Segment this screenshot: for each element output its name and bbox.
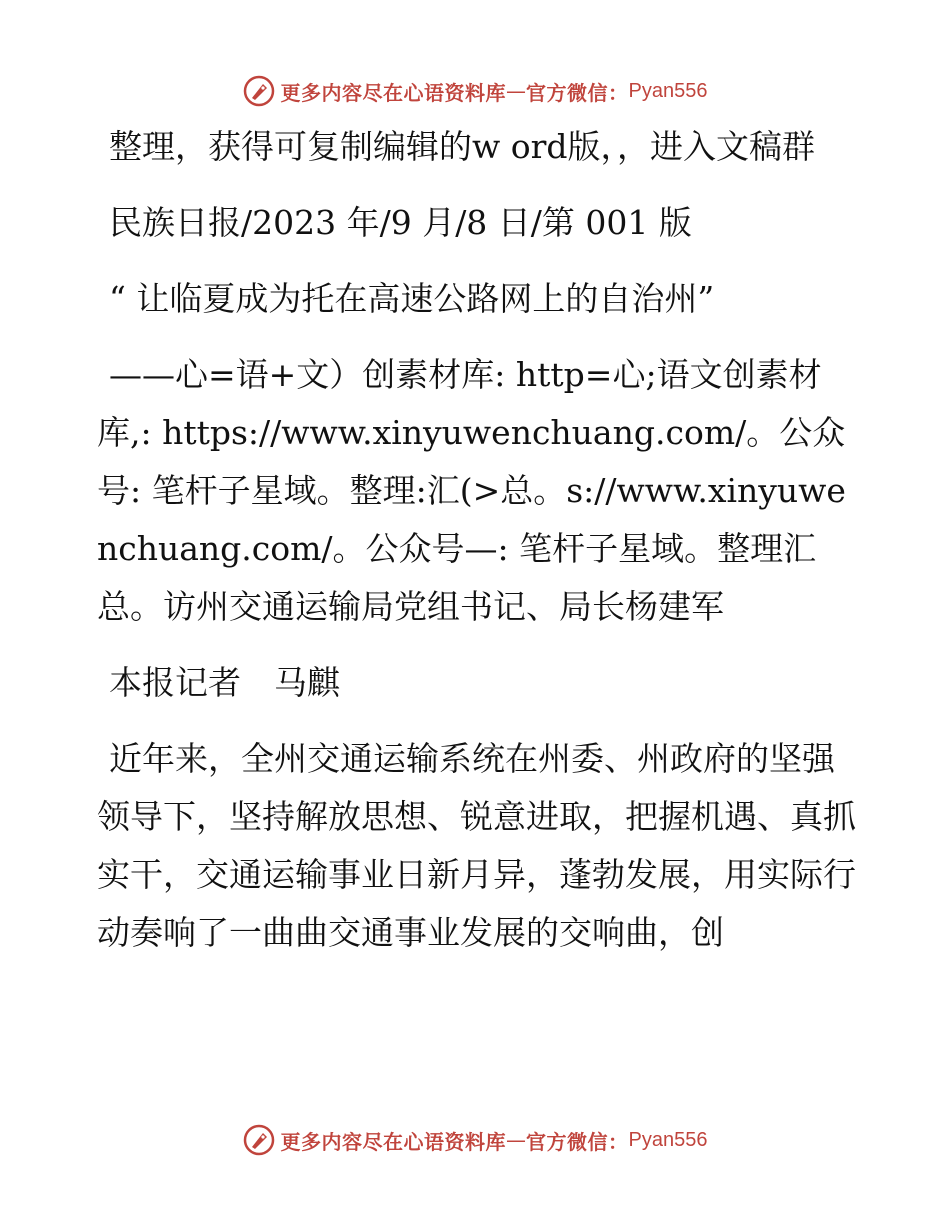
body-paragraph: 近年来，全州交通运输系统在州委、州政府的坚强领导下，坚持解放思想、锐意进取，把握机遇、真抓实干，交通运输事业日新月异，蓬勃发展，用实际行动奏响了一曲曲交通事业发展的交响曲，创 <box>97 739 856 952</box>
article-title: “ 让临夏成为托在高速公路网上的自治州” <box>109 279 715 318</box>
banner-separator: — <box>506 1128 527 1152</box>
intro-paragraph: 整理，获得可复制编辑的w ord版，，进入文稿群 <box>109 127 816 166</box>
byline: 本报记者 马麒 <box>109 663 340 702</box>
banner-text: 更多内容尽在心语资料库 <box>280 80 507 105</box>
banner-official-label: 官方微信： <box>526 80 629 105</box>
pen-nib-logo-icon <box>243 75 275 107</box>
document-body <box>97 118 857 980</box>
banner-separator: — <box>506 79 527 103</box>
banner-official-label: 官方微信： <box>526 1129 629 1154</box>
subtitle-paragraph: ——心=语+文）创素材库: http=心;语文创素材库,: https://www.xinyuwenchuang.com/。公众号: 笔杆子星域。整理:汇(>总。s://www.xinyuwenchuang.com/。公众号—: 笔杆子星域。整理汇总。访州交通运输局党组书记、局长杨建军 <box>97 355 846 626</box>
banner-wechat-id: Pyan556 <box>628 79 708 102</box>
footer-banner <box>0 1120 950 1160</box>
source-line: 民族日报/2023 年/9 月/8 日/第 001 版 <box>109 203 692 242</box>
banner-wechat-id: Pyan556 <box>628 1128 708 1151</box>
header-banner <box>0 71 950 111</box>
pen-nib-logo-icon <box>243 1124 275 1156</box>
banner-text: 更多内容尽在心语资料库 <box>280 1129 507 1154</box>
